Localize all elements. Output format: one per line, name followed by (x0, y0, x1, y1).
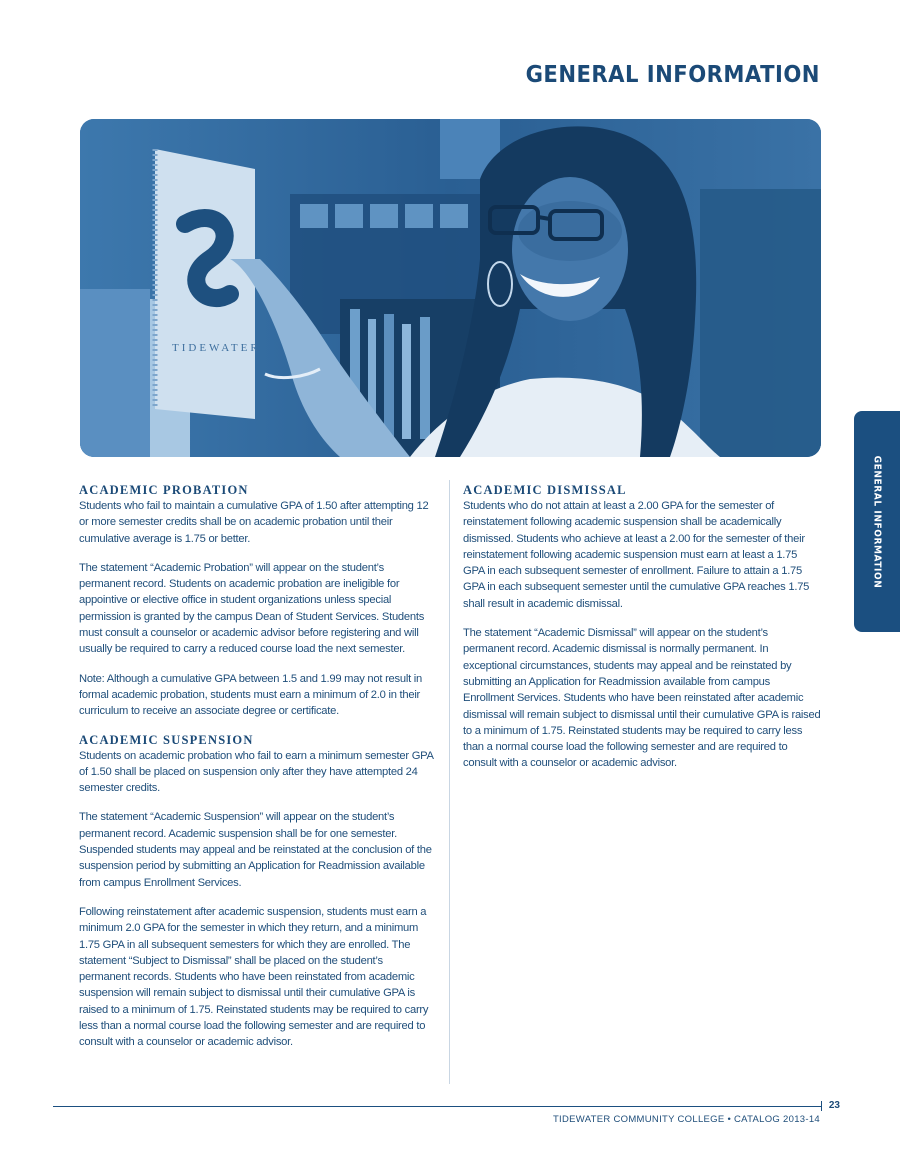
page-title: GENERAL INFORMATION (525, 62, 820, 88)
right-column (463, 483, 821, 785)
left-column (79, 483, 435, 1064)
notebook-brand-text: TIDEWATER (172, 342, 261, 354)
paragraph: Students who do not attain at least a 2.00 GPA for the semester of reinstatement following academic suspension shall be academically dismissed. Students who achieve at least a 2.00 for the semester of their reinstatement following academic suspension must earn at least a 1.75 GPA in each subsequent semester of enrollment. Failure to attain a 1.75 GPA in each subsequent semester until the cumulative GPA reaches 1.75 shall result in academic dismissal. (463, 500, 810, 610)
paragraph: The statement “Academic Suspension” will appear on the student’s permanent record. Academic suspension shall be for one semester. Suspended students may appeal and be reinstated at the conclusion of the suspension period by submitting an Application for Readmission available from campus Enrollment Services. (79, 811, 432, 889)
footer-rule (53, 1106, 822, 1107)
section-heading: ACADEMIC PROBATION (79, 483, 249, 497)
bookstore-student-image (80, 119, 821, 457)
footer-publication-text: TIDEWATER COMMUNITY COLLEGE • CATALOG 2013-14 (552, 1114, 820, 1125)
academic-probation-section (79, 483, 435, 720)
paragraph: Following reinstatement after academic suspension, students must earn a minimum 2.0 GPA for the semester in which they return, and a minimum 1.75 GPA in all subsequent semesters for which they are enrolled. The statement “Subject to Dismissal” shall be placed on the student’s permanent records. Students who have been reinstated from academic suspension will remain subject to dismissal until their cumulative GPA is raised to a minimum of 1.75. Reinstated students may be required to carry less than a normal course load the following semester and are required to consult with a counselor or academic advisor. (79, 905, 429, 1049)
academic-suspension-section (79, 733, 435, 1051)
section-heading: ACADEMIC DISMISSAL (463, 483, 627, 497)
paragraph: The statement “Academic Probation” will appear on the student’s permanent record. Students on academic probation are ineligible for appointive or elective office in student organizations unless special permission is granted by the campus Dean of Student Services. Students must consult a counselor or academic advisor before registering and will usually be required to carry a reduced course load the next semester. (79, 561, 425, 656)
academic-dismissal-section (463, 483, 821, 772)
page-number: 23 (828, 1100, 840, 1111)
paragraph: The statement “Academic Dismissal” will appear on the student’s permanent record. Academic dismissal is normally permanent. In exceptional circumstances, students may appeal and be reinstated by submitting an Application for Readmission available from campus Enrollment Services. Students who have been reinstated after academic dismissal will remain subject to dismissal until their cumulative GPA is raised to a minimum of 1.75. Reinstated students may be required to carry less than a normal course load the following semester and are required to consult with a counselor or academic advisor. (463, 627, 821, 770)
section-heading: ACADEMIC SUSPENSION (79, 732, 254, 747)
paragraph: Note: Although a cumulative GPA between 1.5 and 1.99 may not result in formal academic probation, students must earn a minimum of 2.0 in their curriculum to receive an associate degree or certificate. (79, 672, 422, 718)
student-photo (80, 119, 821, 457)
side-tab-label: GENERAL INFORMATION (871, 455, 883, 588)
column-divider (449, 480, 450, 1084)
paragraph: Students who fail to maintain a cumulative GPA of 1.50 after attempting 12 or more semester credits shall be on academic probation until their cumulative average is 1.75 or better. (79, 500, 429, 545)
footer-rule-tick (821, 1101, 822, 1111)
paragraph: Students on academic probation who fail to earn a minimum semester GPA of 1.50 shall be placed on suspension only after they have attempted 24 semester credits. (79, 749, 434, 795)
section-side-tab (854, 411, 900, 632)
